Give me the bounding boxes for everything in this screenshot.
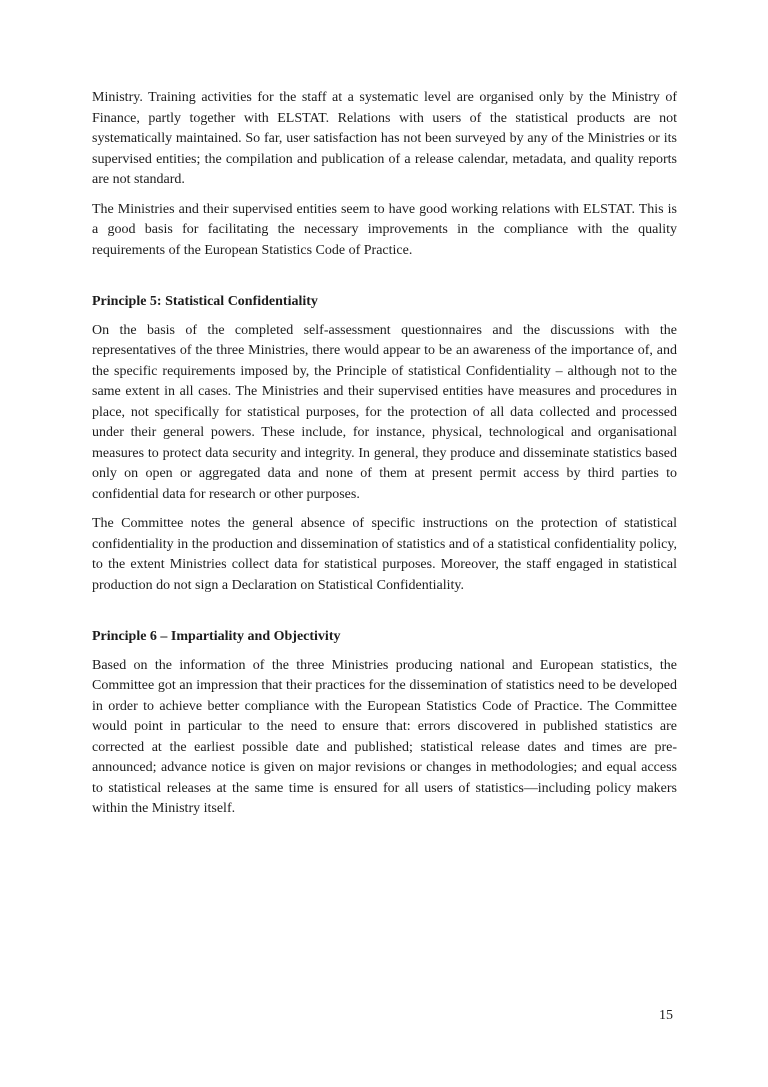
page-number: 15	[659, 1008, 673, 1023]
body-paragraph: Based on the information of the three Ministries producing national and European statistics, the Committee got an impression that their practices for the dissemination of statistics need to be developed in order to achieve better compliance with the European Statistics Code of Practice. The Committee would point in particular to the need to ensure that: errors discovered in published statistics are corrected at the earliest possible date and published; statistical release dates and times are pre-announced; advance notice is given on major revisions or changes in methodologies; and equal access to statistical releases at the same time is ensured for all users of statistics—including policy makers within the Ministry itself.	[92, 657, 677, 816]
page-body-text	[92, 88, 677, 829]
section-heading-principle-5: Principle 5: Statistical Confidentiality	[92, 294, 318, 309]
body-paragraph: On the basis of the completed self-assessment questionnaires and the discussions with the representatives of the three Ministries, there would appear to be an awareness of the importance of, and the specific requirements imposed by, the Principle of statistical Confidentiality – although not to the same extent in all cases. The Ministries and their supervised entities have measures and procedures in place, not specifically for statistical purposes, for the protection of all data collected and processed under their general powers. These include, for instance, physical, technological and organisational measures to protect data security and integrity. In general, they produce and disseminate statistics based only on open or aggregated data and none of them at present permit access by third parties to confidential data for research or other purposes.	[92, 322, 677, 502]
section-heading-principle-6: Principle 6 – Impartiality and Objectivity	[92, 629, 341, 644]
body-paragraph: The Committee notes the general absence of specific instructions on the protection of statistical confidentiality in the production and dissemination of statistics and of a statistical confidentiality policy, to the extent Ministries collect data for statistical purposes. Moreover, the staff engaged in statistical production do not sign a Declaration on Statistical Confidentiality.	[92, 516, 677, 593]
body-paragraph: Ministry. Training activities for the staff at a systematic level are organised only by the Ministry of Finance, partly together with ELSTAT. Relations with users of the statistical products are not systematically maintained. So far, user satisfaction has not been surveyed by any of the Ministries or its supervised entities; the compilation and publication of a release calendar, metadata, and quality reports are not standard.	[92, 90, 677, 187]
body-paragraph: The Ministries and their supervised entities seem to have good working relations with ELSTAT. This is a good basis for facilitating the necessary improvements in the compliance with the quality requirements of the European Statistics Code of Practice.	[92, 201, 677, 258]
